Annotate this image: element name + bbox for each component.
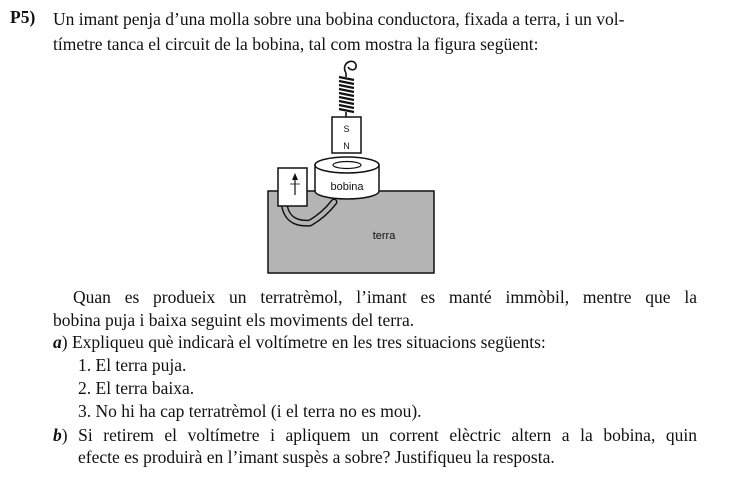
question-a-letter: a <box>53 332 62 352</box>
question-a-text: Expliqueu què indicarà el voltímetre en les tres situacions següents: <box>71 332 546 352</box>
coil-label: bobina <box>330 181 364 193</box>
question-b-text: Si retirem el voltímetre i apliquem un corrent elèctric altern a la bobina, quin <box>78 425 697 445</box>
question-b-paren: ) <box>61 425 68 445</box>
magnet-coil-figure <box>262 57 442 279</box>
voltmeter <box>278 168 307 206</box>
problem-number: P5) <box>10 7 36 27</box>
question-a-paren: ) <box>61 332 68 352</box>
situation-item: 2. El terra baixa. <box>78 378 195 398</box>
scenario-line-1: Quan es produeix un terratrèmol, l’imant es manté immòbil, mentre que la <box>73 287 697 307</box>
question-b-line-2: efecte es produirà en l’imant suspès a sobre? Justifiqueu la resposta. <box>78 447 555 467</box>
ground-label: terra <box>372 230 396 242</box>
question-b-line-1 <box>53 424 697 446</box>
spring <box>339 61 356 117</box>
situation-item: 3. No hi ha cap terratrèmol (i el terra no es mou). <box>78 401 422 421</box>
scenario-line-2: bobina puja i baixa seguint els moviments del terra. <box>53 310 415 330</box>
problem-statement-line-1: Un imant penja d’una molla sobre una bobina conductora, fixada a terra, i un vol- <box>53 9 625 29</box>
magnet <box>332 117 361 153</box>
question-b-letter: b <box>53 425 62 445</box>
coil <box>315 157 379 199</box>
magnet-n-pole: N <box>343 141 350 151</box>
problem-statement-line-2: tímetre tanca el circuit de la bobina, tal com mostra la figura següent: <box>53 34 539 54</box>
situation-item: 1. El terra puja. <box>78 355 187 375</box>
question-a <box>53 331 546 353</box>
magnet-s-pole: S <box>343 124 350 134</box>
